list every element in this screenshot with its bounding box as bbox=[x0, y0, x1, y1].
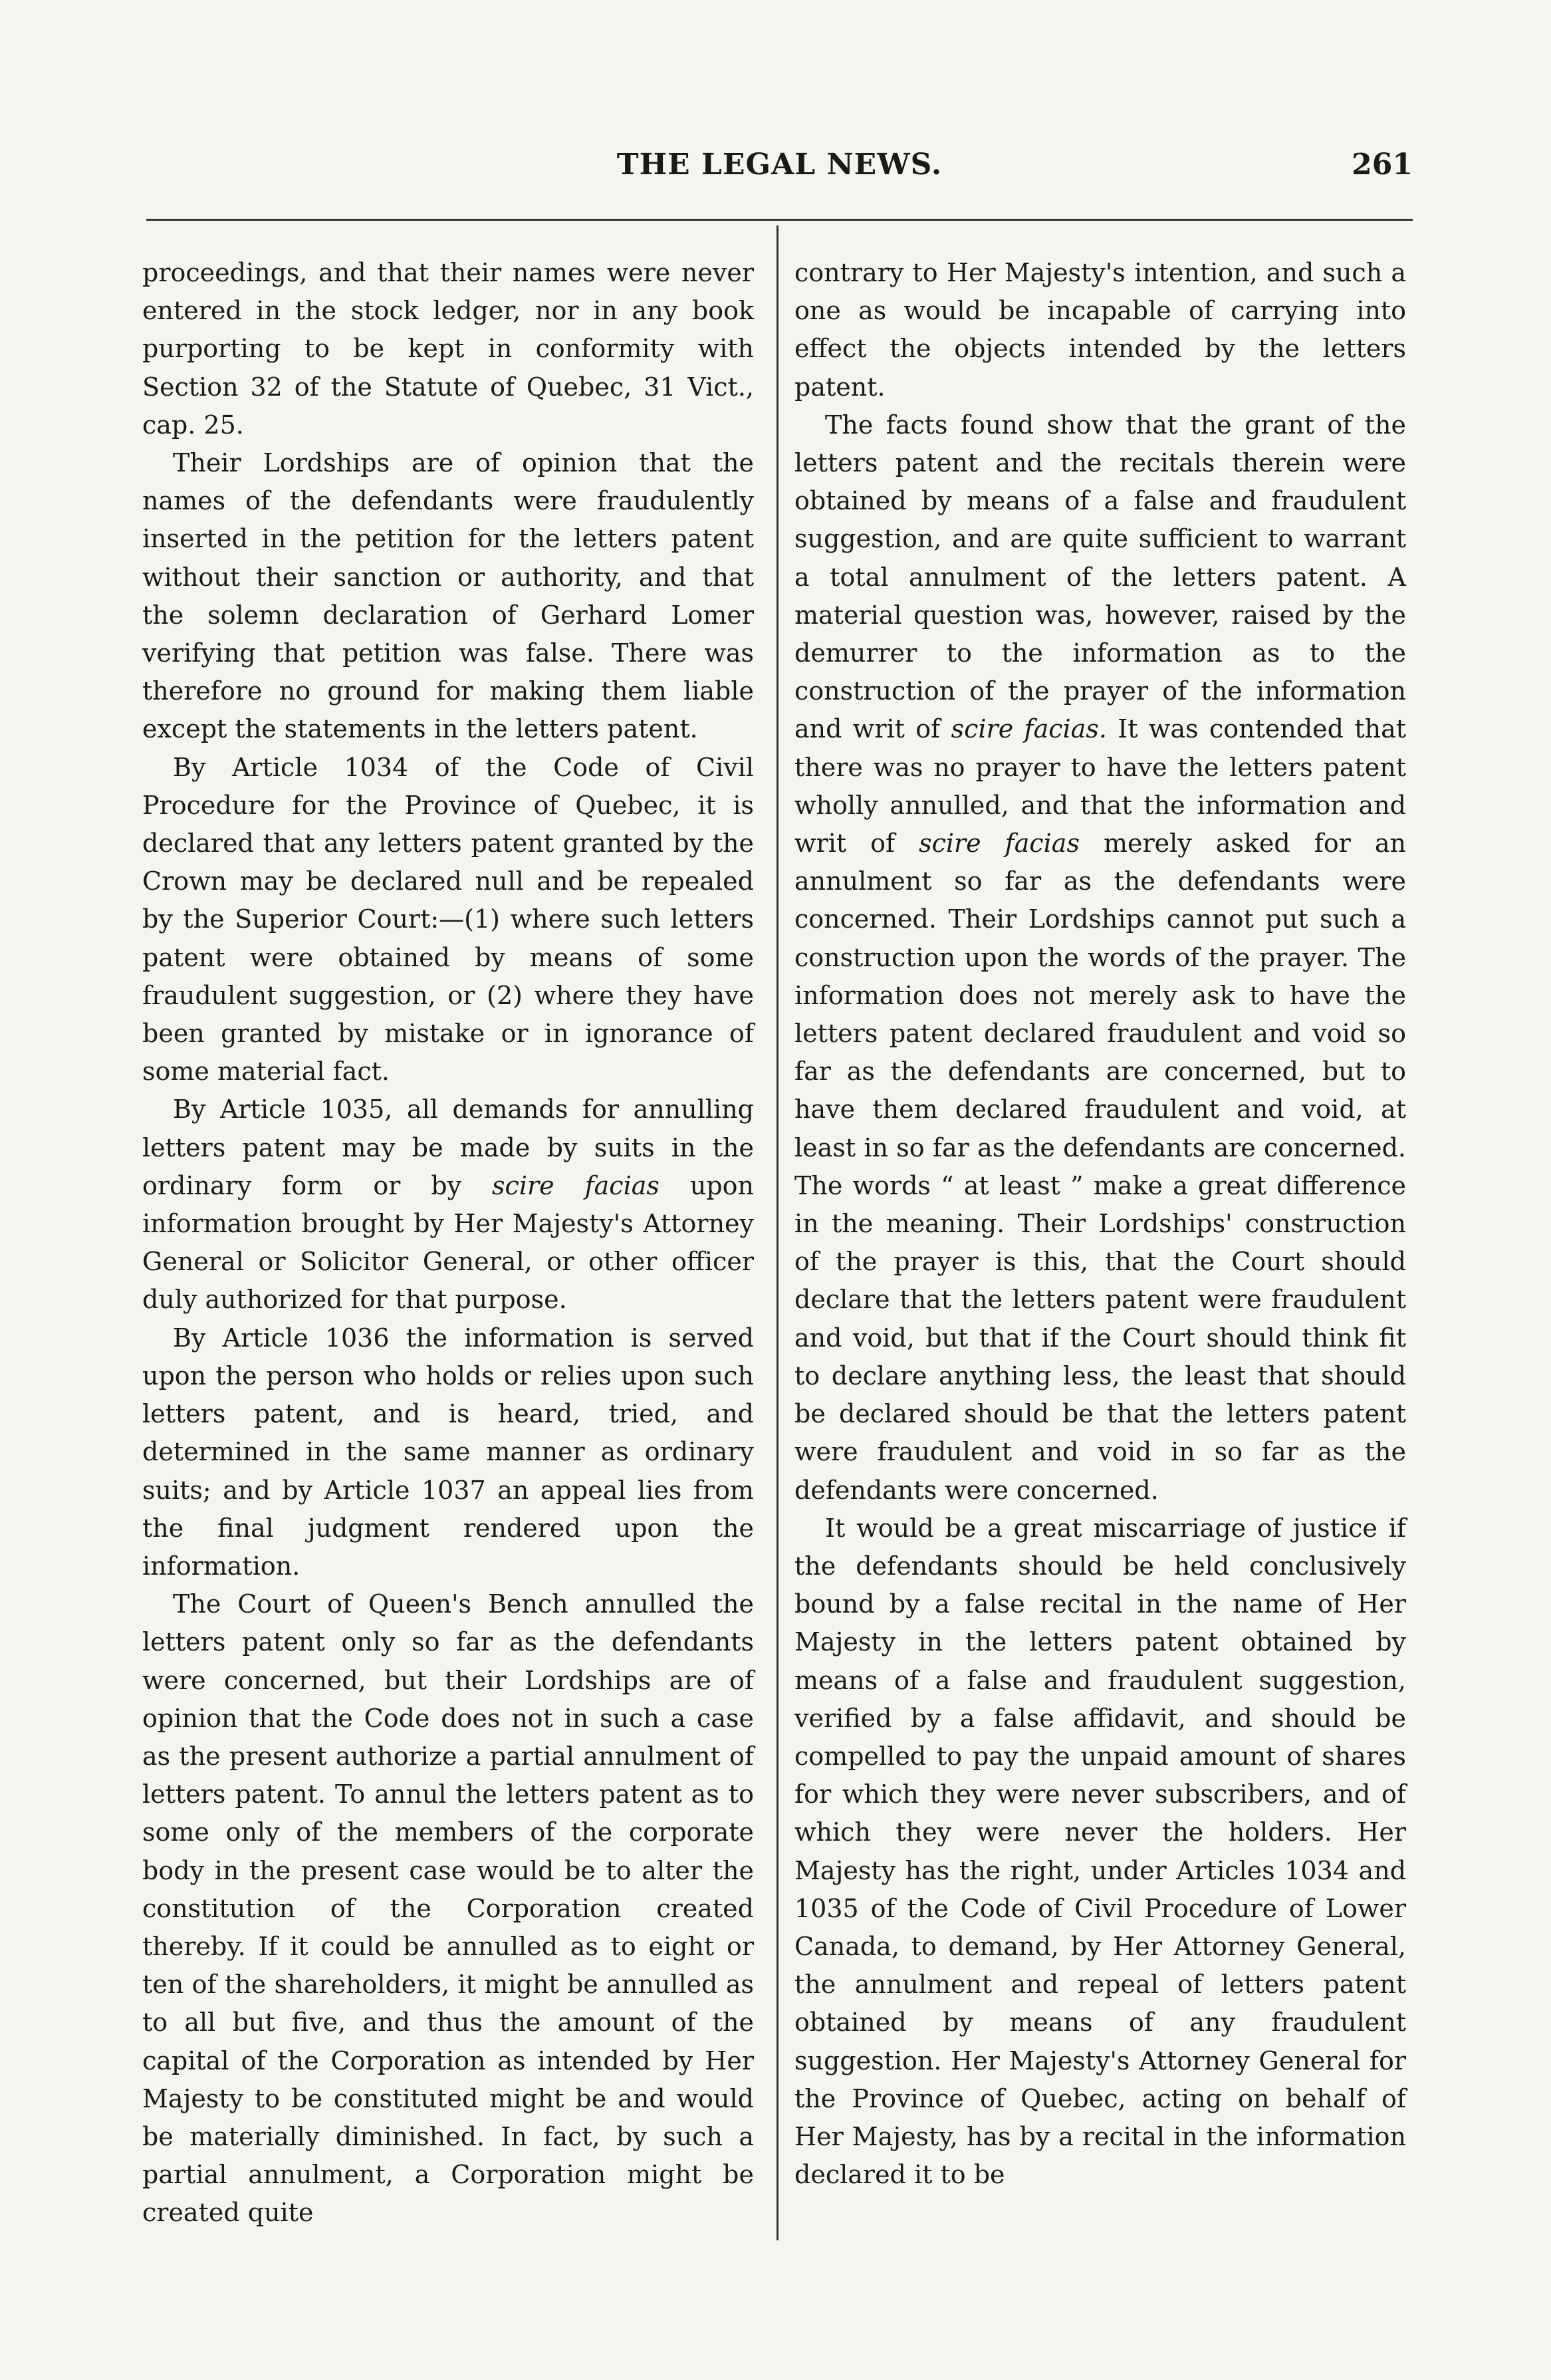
page-header bbox=[146, 148, 1413, 194]
column-divider bbox=[776, 225, 778, 2240]
left-column bbox=[142, 254, 754, 2232]
paragraph: It would be a great miscarriage of justice if the defendants should be held conclusively bound by a false recital in the name of Her Majesty in the letters patent obtained by means of a false and fraudulent suggestion, verified by a false affidavit, and should be compelled to pay the unpaid amount of shares for which they were never subscribers, and of which they were never the holders. Her Majesty has the right, under Articles 1034 and 1035 of the Code of Civil Procedure of Lower Canada, to demand, by Her Attorney General, the annulment and repeal of letters patent obtained by means of any fraudulent suggestion. Her Majesty's Attorney General for the Province of Quebec, acting on behalf of Her Majesty, has by a recital in the information declared it to be bbox=[794, 1513, 1406, 2190]
page-number: 261 bbox=[1352, 148, 1413, 182]
text-run: merely asked for an annulment so far as the defendants were concerned. Their Lordships cannot put such a construction upon the words of the prayer. The information does not merely ask to have the letters patent declared fraudulent and void so far as the defendants are concerned, but to have them declared fraudulent and void, at least in so far as the defendants are concerned. The words “ at least ” make a great difference in the meaning. Their Lordships' construction of the prayer is this, that the Court should declare that the letters patent were fraudulent and void, but that if the Court should think fit to declare anything less, the least that should be declared should be that the letters patent were fraudulent and void in so far as the defendants were concerned. bbox=[794, 829, 1406, 1505]
running-title: THE LEGAL NEWS. bbox=[616, 148, 943, 182]
text-run: It was contended that there was no prayer to have the letters patent wholly annulled, and that the information and writ of bbox=[794, 714, 1407, 859]
paragraph: By Article 1034 of the Code of Civil Procedure for the Province of Quebec, it is declared that any letters patent granted by the Crown may be declared null and be repealed by the Superior Court:—(1) where such letters patent were obtained by means of some fraudulent suggestion, or (2) where they have been granted by mistake or in ignorance of some material fact. bbox=[142, 752, 754, 1087]
paragraph: By Article 1036 the information is served upon the person who holds or relies upon such letters patent, and is heard, tried, and determined in the same manner as ordinary suits; and by Article 1037 an appeal lies from the final judgment rendered upon the information. bbox=[142, 1323, 754, 1581]
paragraph bbox=[794, 406, 1406, 1510]
right-column bbox=[794, 254, 1406, 2194]
paragraph: The Court of Queen's Bench annulled the letters patent only so far as the defendants were concerned, but their Lordships are of opinion that the Code does not in such a case as the present authorize a partial annulment of letters patent. To annul the letters patent as to some only of the members of the corporate body in the present case would be to alter the constitution of the Corporation created thereby. If it could be annulled as to eight or ten of the shareholders, it might be annulled as to all but five, and thus the amount of the capital of the Corporation as intended by Her Majesty to be constituted might be and would be materially diminished. In fact, by such a partial annulment, a Corporation might be created quite bbox=[142, 1589, 754, 2228]
text-run: The facts found show that the grant of the letters patent and the recitals therein were obtained by means of a false and fraudulent suggestion, and are quite sufficient to warrant a total annulment of the letters patent. A material question was, however, raised by the demurrer to the information as to the construction of the prayer of the information and writ of bbox=[794, 410, 1406, 744]
latin-term: scire facias. bbox=[951, 714, 1107, 744]
text-run: upon information brought by Her Majesty's Attorney General or Solicitor General, or other officer duly authorized for that purpose. bbox=[142, 1170, 755, 1315]
paragraph bbox=[142, 1091, 754, 1319]
paragraph: Their Lordships are of opinion that the names of the defendants were fraudulently inserted in the petition for the letters patent without their sanction or authority, and that the solemn declaration of Gerhard Lomer verifying that petition was false. There was therefore no ground for making them liable except the statements in the letters patent. bbox=[142, 448, 754, 744]
latin-term: scire facias bbox=[919, 829, 1080, 859]
paragraph: proceedings, and that their names were never entered in the stock ledger, nor in any book purporting to be kept in conformity with Section 32 of the Statute of Quebec, 31 Vict., cap. 25. bbox=[142, 258, 754, 440]
header-rule bbox=[146, 219, 1413, 221]
paragraph: contrary to Her Majesty's intention, and such a one as would be incapable of carrying into effect the objects intended by the letters patent. bbox=[794, 258, 1406, 402]
text-run: By Article 1035, all demands for annulling letters patent may be made by suits in the ordinary form or by bbox=[142, 1095, 754, 1200]
latin-term: scire facias bbox=[492, 1170, 659, 1200]
